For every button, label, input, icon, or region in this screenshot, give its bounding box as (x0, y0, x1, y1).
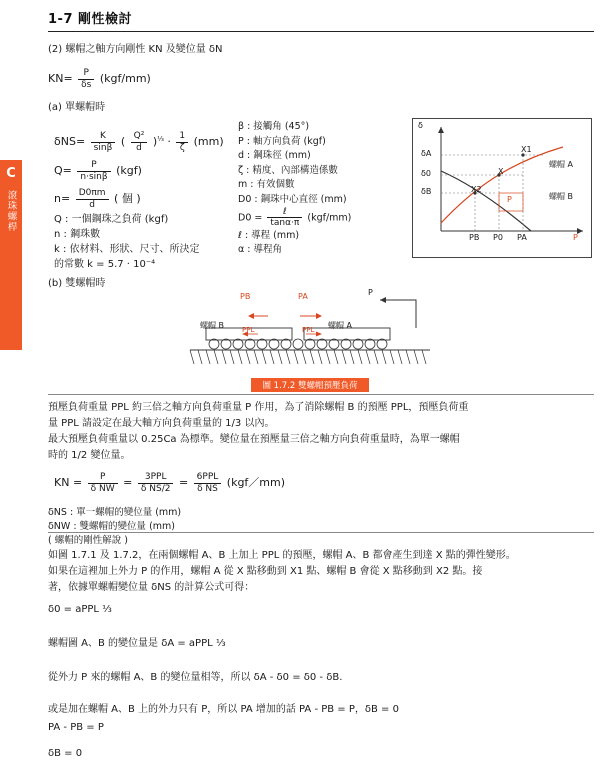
figure-1-7-1-label-x1: X1 (521, 145, 532, 154)
paragraph-line: 時的 1/2 變位量。 (48, 450, 131, 461)
formula-delta-ns-bracket: $\frac{\text{Q²}}{d}$ (131, 131, 148, 153)
def-k-line1: k : 依材料、形狀、尺寸、所決定 (54, 244, 200, 255)
formula-definitions (48, 506, 448, 548)
figure-1-7-1-label-x2: X2 (471, 185, 482, 194)
formula-kn-lhs: KN= (48, 72, 73, 85)
formula-q: Q= $\frac{P}{n\cdot\sin\beta}$ (kgf) (54, 160, 142, 182)
formula-delta-ns-f1: $\frac{K}{\sin\beta}$ (91, 131, 116, 153)
paragraph-line: 從外力 P 來的螺帽 A、B 的變位量相等，所以 δA - δ0 = δ0 - δB. (48, 672, 343, 683)
closing-paragraphs (48, 548, 594, 762)
figure-1-7-1-y-label: δ (418, 121, 423, 130)
formula-kn-double-f2: $\frac{\text{3PPL}}{\text{δ NS/2}}$ (138, 472, 174, 494)
formula-n: n= $\frac{D0\pi m}{d}$ ( 個 ) (54, 188, 141, 210)
section-a-heading: (a) 單螺帽時 (48, 102, 106, 113)
figure-1-7-1-delta-b: δB (421, 187, 432, 196)
page-title: 1-7 剛性檢討 (48, 12, 133, 27)
figure-1-7-1-delta-a: δA (421, 149, 432, 158)
page-header (48, 8, 594, 32)
bracket-open: ( (120, 135, 126, 148)
side-tab-letter: C (6, 166, 16, 181)
figure-1-7-1-inner-p: P (507, 195, 512, 204)
formula-def-line: δNW : 雙螺帽的變位量 (mm) (48, 521, 175, 532)
definition-item: D0 : 鋼珠中心直徑 (mm) (238, 193, 347, 205)
formula-delta-ns-lhs: δNS= (54, 135, 86, 148)
figure-1-7-1 (412, 118, 592, 278)
formula-delta-ns-unit: (mm) (193, 135, 224, 148)
figure-1-7-1-xtick-pb: PB (469, 233, 480, 242)
paragraph-line: 螺帽圖 A、B 的變位量是 δA = aPPL ⅓ (48, 638, 226, 649)
formula-q-fraction: $\frac{P}{n\cdot\sin\beta}$ (77, 160, 110, 182)
bracket-close: ) (152, 135, 158, 148)
paragraph-line: 著，依據單螺帽變位量 δNS 的計算公式可得： (48, 582, 255, 593)
definition-item-d0-formula: D0 = $\frac{\text{ℓ}}{\tan\alpha\cdot\pi}$ (kgf/mm) (238, 207, 352, 229)
definition-item: d : 鋼珠徑 (mm) (238, 150, 311, 161)
formula-kn-fraction (78, 68, 94, 90)
def-k-line2: 的常數 k = 5.7 · 10⁻⁴ (54, 259, 156, 270)
paragraph-line: 如圖 1.7.1 及 1.7.2，在兩個螺帽 A、B 上加上 PPL 的預壓，螺帽 A、B 都會產生到達 X 點的彈性變形。 (48, 550, 516, 561)
definition-item: m : 有效個數 (238, 179, 295, 190)
formula-def-line: ( 螺帽的剛性解說 ) (48, 535, 128, 546)
figure-1-7-2-label-nut-a: 螺帽 A (328, 321, 353, 330)
section-2-heading: (2) 螺帽之軸方向剛性 KN 及變位量 δN (48, 44, 223, 55)
formula-kn-double-f3: $\frac{\text{6PPL}}{\text{δ NS}}$ (194, 472, 222, 494)
paragraph-line: δB = 0 (48, 748, 83, 759)
section-b-heading: (b) 雙螺帽時 (48, 278, 106, 289)
side-tab (0, 160, 22, 350)
paragraph-line: 如果在這裡加上外力 P 的作用，螺帽 A 從 X 點移動到 X1 點、螺帽 B 會從 X 點移動到 X2 點。接 (48, 566, 483, 577)
paragraph-line: δ0 = aPPL ⅓ (48, 604, 112, 615)
divider-top (48, 394, 594, 395)
figure-1-7-2-label-nut-b: 螺帽 B (200, 321, 225, 330)
figure-1-7-2 (180, 288, 440, 392)
definition-list (238, 120, 403, 258)
formula-kn-numerator: P (78, 68, 94, 79)
figure-1-7-1-plot (412, 118, 592, 258)
header-divider (48, 31, 594, 32)
paragraph-line: 最大預壓負荷重量以 0.25Ca 為標準。變位量在預壓量三倍之軸方向負荷重量時，為單一螺帽 (48, 434, 460, 445)
formula-delta-ns (54, 126, 224, 155)
figure-1-7-2-label-ppl-left: PPL (242, 326, 255, 334)
paragraph-line: PA - PB = P (48, 722, 104, 733)
formula-def-line: δNS : 單一螺帽的變位量 (mm) (48, 507, 182, 518)
figure-1-7-1-xtick-pa: PA (517, 233, 527, 242)
formula-dot: · (167, 135, 171, 148)
figure-1-7-2-label-pa: PA (298, 292, 308, 301)
formula-kn (48, 66, 151, 92)
definition-item: P : 軸方向負荷 (kgf) (238, 135, 326, 147)
figure-1-7-1-label-x: X (498, 167, 504, 176)
side-tab-label: 滾珠螺桿 (5, 190, 17, 232)
formula-kn-double-f1: $\frac{P}{\text{δ NW}}$ (88, 472, 118, 494)
figure-1-7-1-series-b: 螺帽 B (549, 192, 574, 201)
formula-kn-denominator: δs (81, 79, 92, 90)
paragraph-line: 預壓負荷重量 PPL 約三倍之軸方向負荷重量 P 作用，為了消除螺帽 B 的預壓 PPL，預壓負荷重 (48, 402, 469, 413)
definition-item: α : 導程角 (238, 244, 283, 256)
definition-item: ζ : 精度、內部構造係數 (238, 164, 338, 176)
d0-fraction: $\frac{\text{ℓ}}{\tan\alpha\cdot\pi}$ (267, 207, 302, 229)
formula-n-fraction: $\frac{D0\pi m}{d}$ (76, 188, 109, 210)
formula-exponent: ⅓ (157, 135, 164, 143)
figure-1-7-1-delta-0: δ0 (421, 169, 431, 178)
definition-item: β : 接觸角 (45°) (238, 121, 310, 132)
preload-paragraph (48, 400, 594, 464)
formula-kn-unit: (kgf/mm) (99, 72, 151, 85)
def-q: Q : 一個鋼珠之負荷 (kgf) (54, 214, 169, 225)
figure-1-7-2-label-p: P (368, 288, 373, 297)
figure-1-7-1-x-label: P (573, 233, 578, 242)
figure-1-7-1-xtick-p0: P0 (493, 233, 503, 242)
definition-item: ℓ : 導程 (mm) (238, 229, 300, 241)
figure-1-7-1-series-a: 螺帽 A (549, 160, 574, 169)
def-n: n : 鋼珠數 (54, 229, 101, 240)
formula-delta-ns-f2: $\frac{1}{\zeta}$ (176, 131, 188, 153)
figure-1-7-2-label-pb: PB (240, 292, 251, 301)
paragraph-line: 量 PPL 請設定在最大軸方向負荷重量的 1/3 以內。 (48, 418, 275, 429)
figure-1-7-2-caption: 圖 1.7.2 雙螺帽預壓負荷 (251, 378, 369, 392)
figure-1-7-2-label-ppl-right: PPL (302, 326, 315, 334)
paragraph-line: 或是加在螺帽 A、B 上的外力只有 P，所以 PA 增加的話 PA - PB = P，δB = 0 (48, 704, 399, 715)
formula-kn-double: KN = $\frac{P}{\text{δ NW}}$ = $\frac{\text{3PPL}}{\text{δ NS/2}}$ = $\frac{\text{6PPL}}{\text{δ NS}}$ (kgf／mm) (54, 472, 286, 494)
